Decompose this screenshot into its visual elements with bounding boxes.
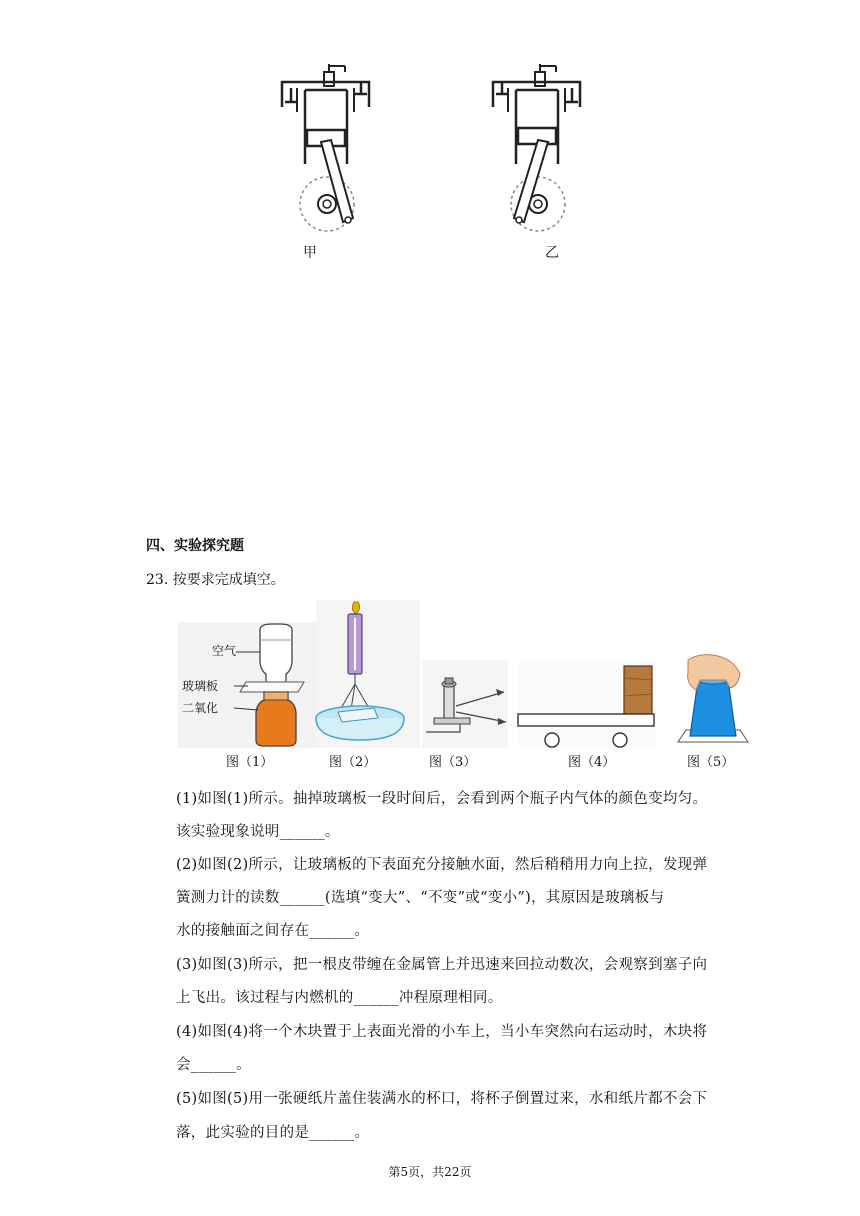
question-23: 23. 按要求完成填空。 — [146, 572, 285, 588]
paragraph-line: (4)如图(4)将一个木块置于上表面光滑的小车上，当小车突然向右运动时，木块将 — [176, 1024, 708, 1040]
paragraph-line: 上飞出。该过程与内燃机的______冲程原理相同。 — [176, 990, 503, 1006]
paragraph-line: (3)如图(3)所示，把一根皮带缠在金属管上并迅速来回拉动数次，会观察到塞子向 — [176, 957, 708, 973]
caption-fig-3: 图（3） — [429, 755, 477, 770]
engine-diagram-yi — [488, 62, 598, 232]
label-no2: 二氧化 — [182, 701, 219, 715]
figure-5-inverted-cup — [678, 655, 748, 742]
caption-fig-4: 图（4） — [568, 755, 616, 770]
paragraph-line: (5)如图(5)用一张硬纸片盖住装满水的杯口，将杯子倒置过来，水和纸片都不会下 — [176, 1091, 708, 1107]
paragraph-line: 该实验现象说明______。 — [176, 824, 340, 840]
engine-diagram-jia — [277, 62, 387, 232]
engine-label-jia: 甲 — [303, 245, 317, 261]
figure-1-bottles — [178, 622, 338, 748]
engine-label-yi: 乙 — [545, 245, 559, 261]
figure-3-metal-tube — [422, 660, 508, 748]
paragraph-line: (1)如图(1)所示。抽掉玻璃板一段时间后，会看到两个瓶子内气体的颜色变均匀。 — [176, 791, 708, 807]
paragraph-line: 会______。 — [176, 1057, 251, 1073]
experiment-figures — [178, 600, 758, 770]
figure-4-cart — [518, 660, 656, 748]
label-air: 空气 — [212, 644, 237, 658]
caption-fig-5: 图（5） — [687, 755, 735, 770]
section-title: 四、实验探究题 — [146, 538, 244, 554]
page-footer: 第5页，共22页 — [388, 1165, 472, 1179]
paragraph-line: (2)如图(2)所示，让玻璃板的下表面充分接触水面，然后稍稍用力向上拉，发现弹 — [176, 857, 708, 873]
figure-2-spring-scale — [316, 600, 420, 748]
label-glass: 玻璃板 — [182, 679, 219, 693]
caption-fig-2: 图（2） — [329, 755, 377, 770]
paragraph-line: 落，此实验的目的是______。 — [176, 1125, 370, 1141]
paragraph-line: 簧测力计的读数______(选填“变大”、“不变”或“变小”)，其原因是玻璃板与 — [176, 890, 665, 906]
paragraph-line: 水的接触面之间存在______。 — [176, 923, 370, 939]
caption-fig-1: 图（1） — [226, 755, 274, 770]
